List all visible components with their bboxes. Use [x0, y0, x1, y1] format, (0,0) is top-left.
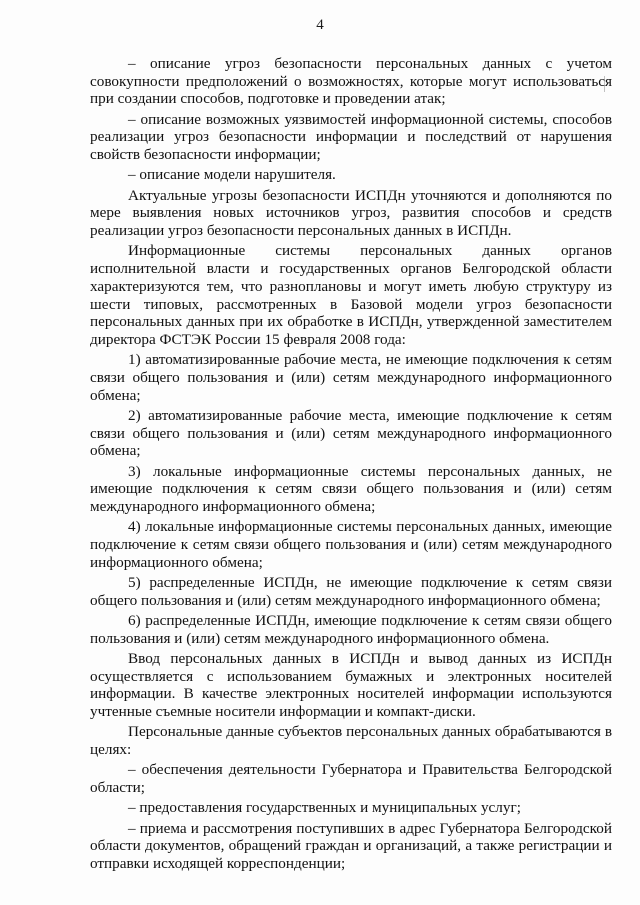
paragraph: Персональные данные субъектов персональных данных обрабатываются в целях:: [90, 723, 612, 759]
paragraph: Информационные системы персональных данных органов исполнительной власти и государственных органов Белгородской области характеризуются тем, что разноплановы и могут иметь любую структуру из шести типовых, рассмотренных в Базовой модели угроз безопасности персональных данных при их обработке в ИСПДн, утвержденной заместителем директора ФСТЭК России 15 февраля 2008 года:: [90, 242, 612, 348]
list-item: – обеспечения деятельности Губернатора и Правительства Белгородской области;: [90, 761, 612, 797]
paragraph: Ввод персональных данных в ИСПДн и вывод данных из ИСПДн осуществляется с использованием бумажных и электронных носителей информации. В качестве электронных носителей информации используются учтенные съемные носители информации и компакт-диски.: [90, 650, 612, 721]
numbered-item: 6) распределенные ИСПДн, имеющие подключение к сетям связи общего пользования и (или) сетям международного информационного обмена.: [90, 612, 612, 647]
numbered-item: 3) локальные информационные системы персональных данных, не имеющие подключения к сетям связи общего пользования и (или) сетям международного информационного обмена;: [90, 462, 612, 516]
numbered-item: 4) локальные информационные системы персональных данных, имеющие подключение к сетям связи общего пользования и (или) сетям международного информационного обмена;: [90, 518, 612, 571]
list-item: – описание угроз безопасности персональных данных с учетом совокупности предположений о возможностях, которые могут использоваться при создании способов, подготовке и проведении атак;: [90, 55, 612, 108]
numbered-item: 5) распределенные ИСПДн, не имеющие подключение к сетям связи общего пользования и (или) сетям международного информационного обмена;: [90, 574, 612, 609]
numbered-item: 2) автоматизированные рабочие места, имеющие подключение к сетям связи общего пользования и (или) сетям международного информационного обмена;: [90, 406, 612, 460]
page-number: 4: [316, 17, 324, 33]
list-item: – предоставления государственных и муниципальных услуг;: [128, 799, 521, 817]
list-item: – описание возможных уязвимостей информационной системы, способов реализации угроз безопасности информации и последствий от нарушения свойств безопасности информации;: [90, 110, 612, 164]
list-item: – приема и рассмотрения поступивших в адрес Губернатора Белгородской области документов, обращений граждан и организаций, а также регистрации и отправки исходящей корреспонденции;: [90, 819, 612, 873]
list-item: – описание модели нарушителя.: [128, 166, 336, 184]
paragraph: Актуальные угрозы безопасности ИСПДн уточняются и дополняются по мере выявления новых источников угроз, развития способов и средств реализации угроз безопасности персональных данных в ИСПДн.: [90, 186, 612, 240]
numbered-item: 1) автоматизированные рабочие места, не имеющие подключения к сетям связи общего пользования и (или) сетям международного информационного обмена;: [90, 351, 612, 404]
document-body: [90, 55, 612, 875]
